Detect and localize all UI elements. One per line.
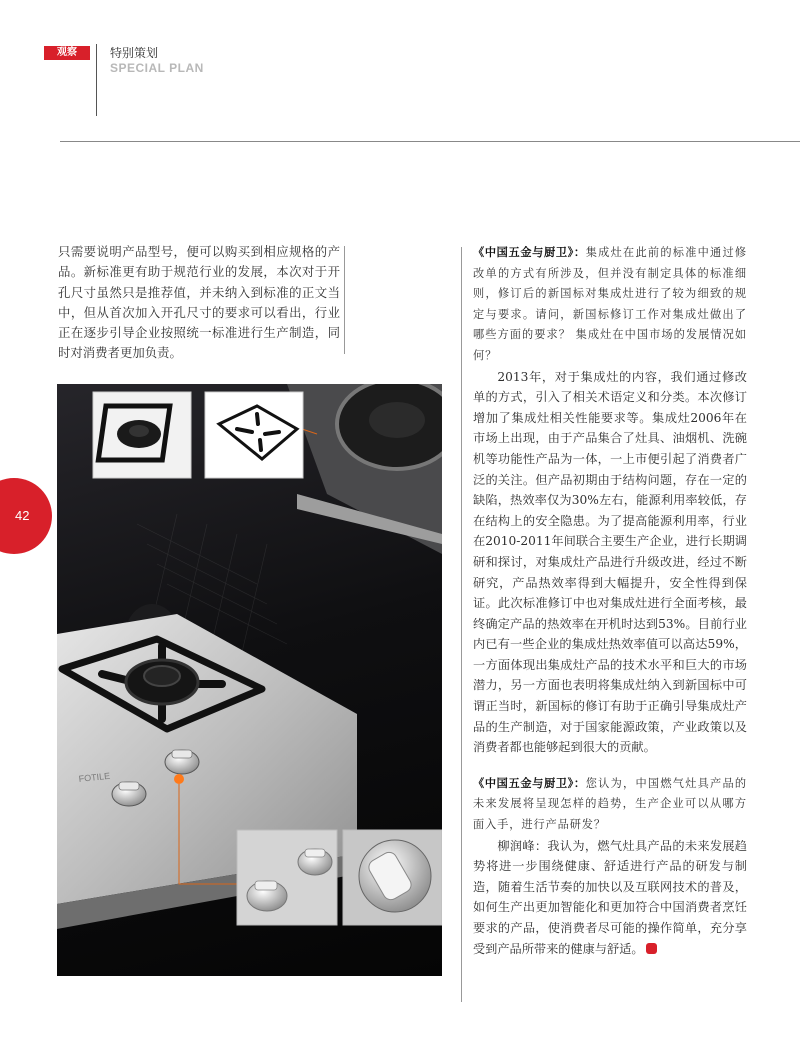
- product-photo: [57, 384, 442, 976]
- header-divider: [96, 44, 97, 116]
- section-tag: 观察: [44, 46, 90, 60]
- header-rule: [60, 141, 800, 142]
- section-title-cn: 特别策划: [110, 46, 159, 60]
- page-number: 42: [15, 508, 30, 523]
- answer-2: [473, 836, 747, 960]
- section-title-en: SPECIAL PLAN: [110, 61, 204, 75]
- question-2: [473, 774, 747, 836]
- question-1: [473, 243, 747, 367]
- question-1-text: 集成灶在此前的标准中通过修改单的方式有所涉及，但并没有制定具体的标准细则，修订后的新国标对集成灶进行了较为细致的规定与要求。请问，新国标修订工作对集成灶做出了哪些方面的要求？ 集成灶在中国市场的发展情况如何？: [473, 246, 748, 362]
- answer-1: 2013年，对于集成灶的内容，我们通过修改单的方式，引入了相关术语定义和分类。本次修订增加了集成灶相关性能要求等。集成灶2006年在市场上出现，由于产品集合了灶具、油烟机、洗碗机等功能性产品为一体，一上市便引起了消费者广泛的关注。但产品初期由于结构问题，存在一定的缺陷，热效率仅为30%左右，能源利用率较低，存在结构上的安全隐患。为了提高能源利用率，行业在2010-2011年间联合主要生产企业，进行长期调研和探讨，对集成灶产品进行升级改进，经过不断研究，产品热效率得到大幅提升，安全性得到保证。此次标准修订中也对集成灶进行全面考核，最终确定产品的热效率在开机时达到53%。目前行业内已有一些企业的集成灶热效率值可以高达59%，一方面体现出集成灶产品的技术水平和巨大的市场潜力，另一方面也表明将集成灶纳入到新国标中可谓正当时，新国标的修订有助于正确引导集成灶产品的生产制造，对于国家能源政策，产业政策以及消费者都也能够起到很大的贡献。: [473, 369, 747, 755]
- left-column-paragraph: 只需要说明产品型号，便可以购买到相应规格的产品。新标准更有助于规范行业的发展，本次对于开孔尺寸虽然只是推荐值，并未纳入到标准的正文当中，但从首次加入开孔尺寸的要求可以看出，行业正在逐步引导企业按照统一标准进行生产制造，同时对消费者更加负责。: [58, 244, 340, 361]
- article-end-icon: [646, 943, 657, 954]
- left-column-rule: [344, 246, 345, 354]
- right-column-rule: [461, 247, 462, 1002]
- brand-mark: FOTILE: [78, 770, 111, 784]
- gas-stove-illustration: [57, 384, 442, 976]
- magazine-name: 《中国五金与厨卫》：: [473, 776, 586, 790]
- magazine-name: 《中国五金与厨卫》：: [473, 246, 586, 259]
- answer-2-text: 柳润峰：我认为，燃气灶具产品的未来发展趋势将进一步围绕健康、舒适进行产品的研发与制造，随着生活节奏的加快以及互联网技术的普及，如何生产出更加智能化和更加符合中国消费者烹饪要求的产品，使消费者尽可能的操作简单，充分享受到产品所带来的健康与舒适。: [473, 838, 747, 956]
- question-2-text: 您认为，中国燃气灶具产品的未来发展将呈现怎样的趋势，生产企业可以从哪方面入手，进行产品研发？: [473, 776, 748, 832]
- interview-column: [473, 243, 747, 959]
